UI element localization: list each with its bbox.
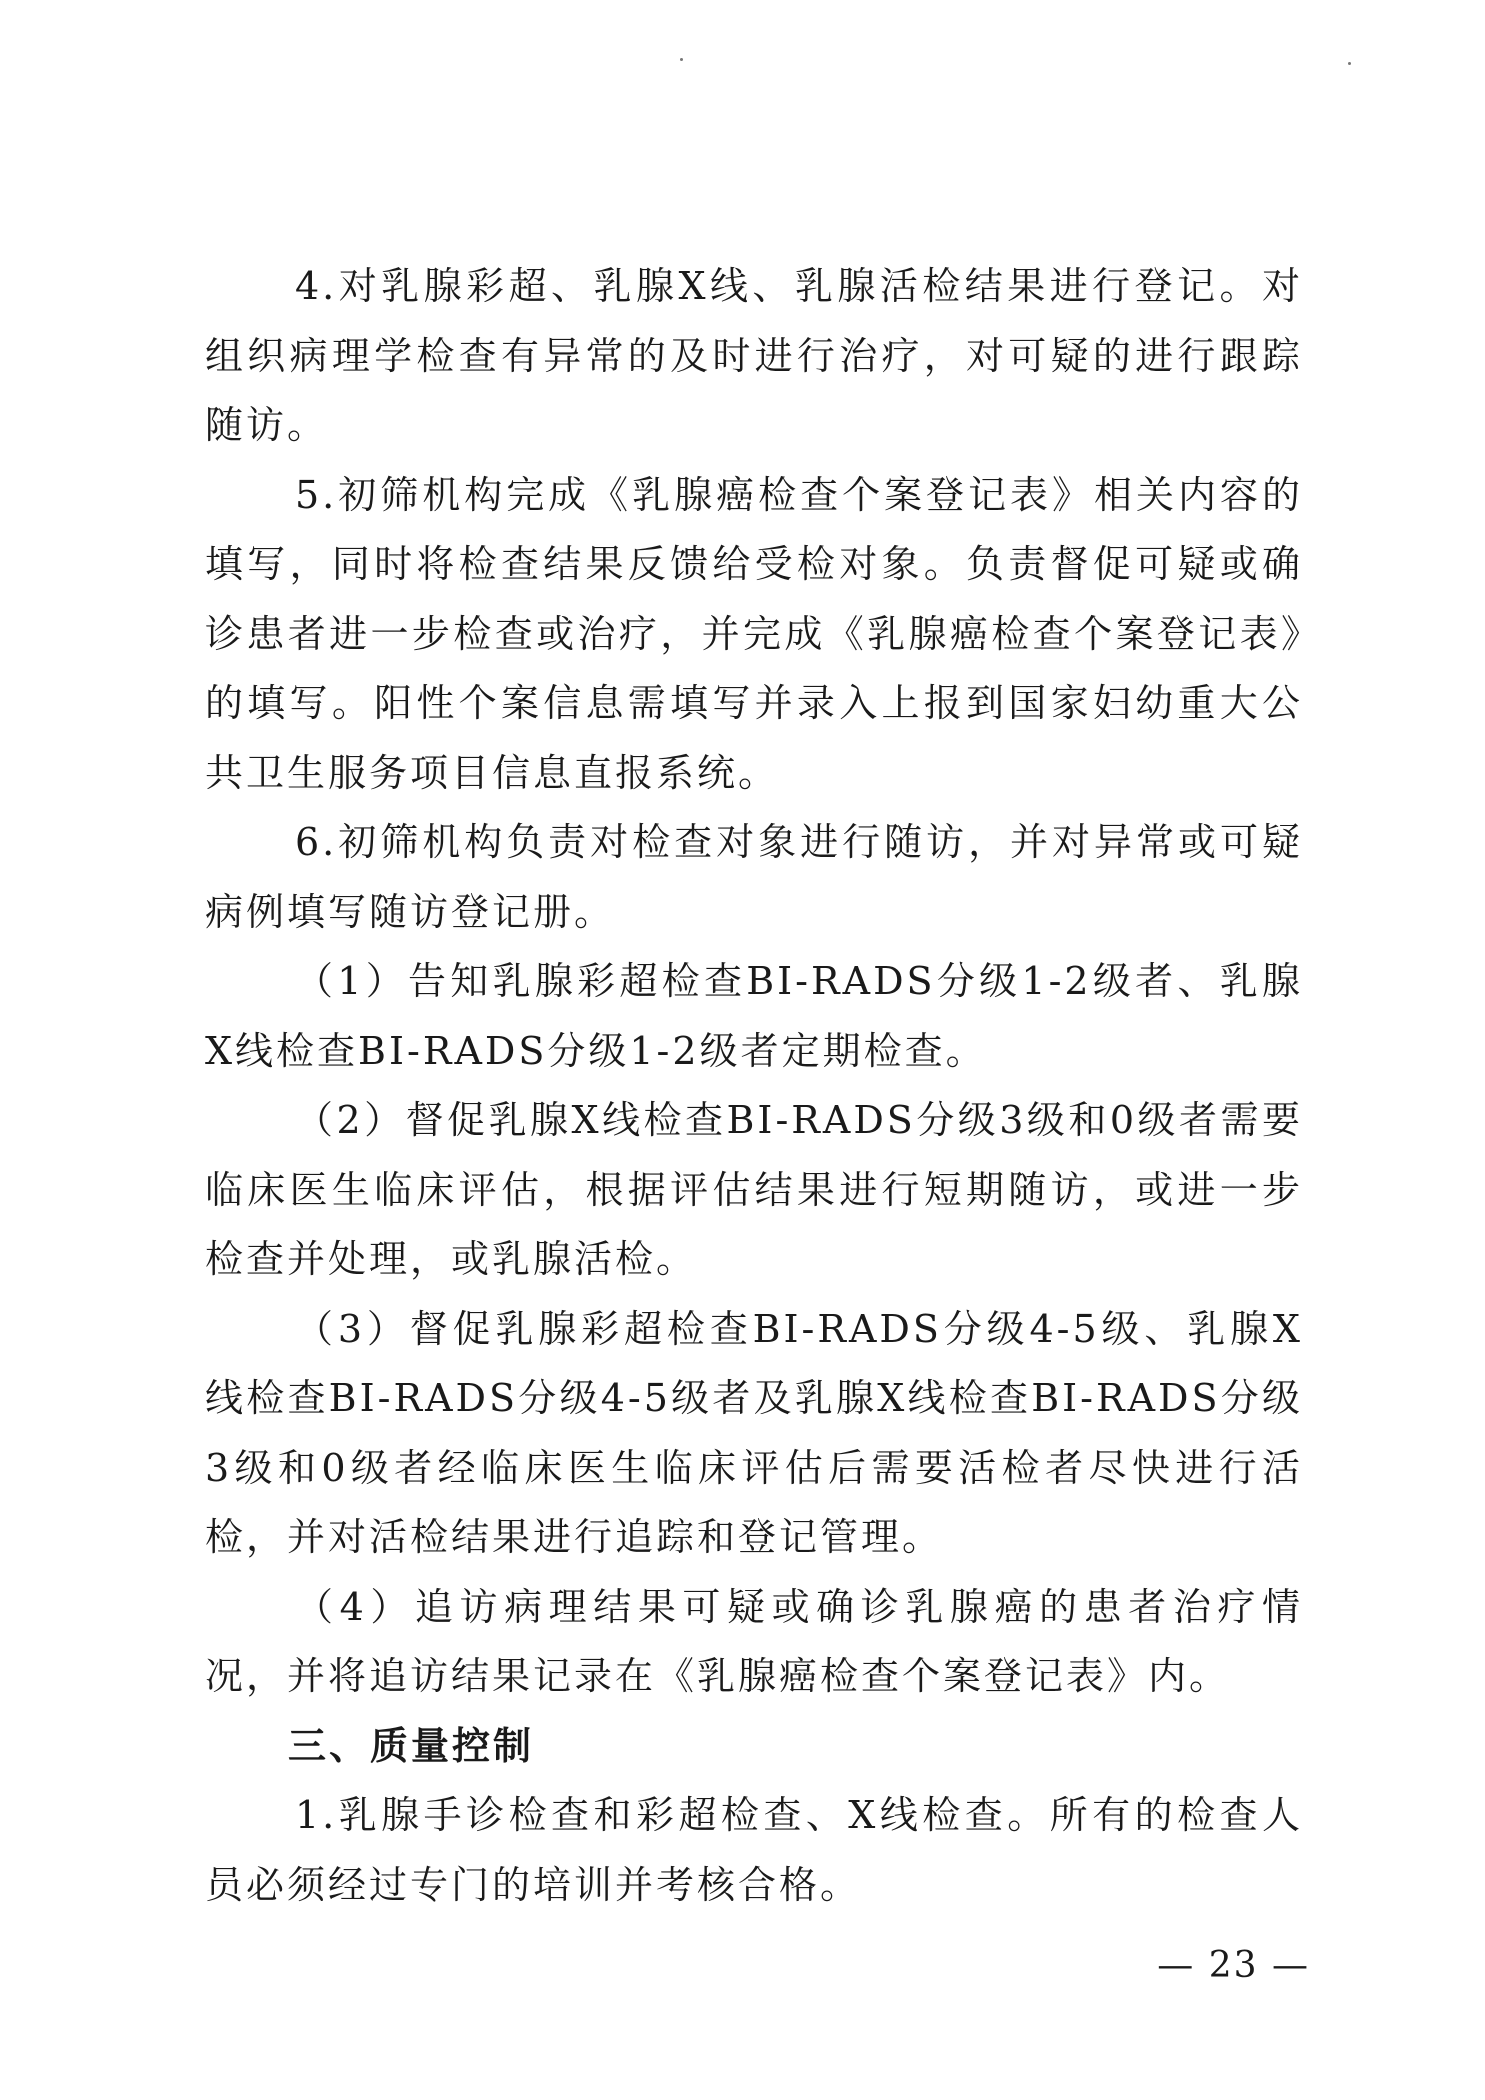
scan-speck [1348, 62, 1351, 65]
list-item-4: （4）追访病理结果可疑或确诊乳腺癌的患者治疗情况，并将追访结果记录在《乳腺癌检查个案登记表》内。 [205, 1584, 1303, 1698]
quality-paragraph-1: 1.乳腺手诊检查和彩超检查、X线检查。所有的检查人员必须经过专门的培训并考核合格。 [205, 1793, 1303, 1907]
list-item-1: （1）告知乳腺彩超检查BI-RADS分级1-2级者、乳腺X线检查BI-RADS分级1-2级者定期检查。 [205, 959, 1303, 1073]
section-heading: 三、质量控制 [288, 1723, 535, 1768]
paragraph-6: 6.初筛机构负责对检查对象进行随访，并对异常或可疑病例填写随访登记册。 [205, 820, 1303, 934]
list-item-2: （2）督促乳腺X线检查BI-RADS分级3级和0级者需要临床医生临床评估，根据评估结果进行短期随访，或进一步检查并处理，或乳腺活检。 [205, 1098, 1303, 1281]
page-number: — 23 — [1157, 1945, 1310, 1986]
body-text [205, 252, 1303, 1920]
list-item-3: （3）督促乳腺彩超检查BI-RADS分级4-5级、乳腺X线检查BI-RADS分级4-5级者及乳腺X线检查BI-RADS分级3级和0级者经临床医生临床评估后需要活检者尽快进行活检，并对活检结果进行追踪和登记管理。 [205, 1306, 1303, 1559]
paragraph-5: 5.初筛机构完成《乳腺癌检查个案登记表》相关内容的填写，同时将检查结果反馈给受检对象。负责督促可疑或确诊患者进一步检查或治疗，并完成《乳腺癌检查个案登记表》的填写。阳性个案信息需填写并录入上报到国家妇幼重大公共卫生服务项目信息直报系统。 [205, 472, 1303, 795]
paragraph-4: 4.对乳腺彩超、乳腺X线、乳腺活检结果进行登记。对组织病理学检查有异常的及时进行治疗，对可疑的进行跟踪随访。 [205, 264, 1303, 447]
scan-speck [680, 58, 683, 61]
